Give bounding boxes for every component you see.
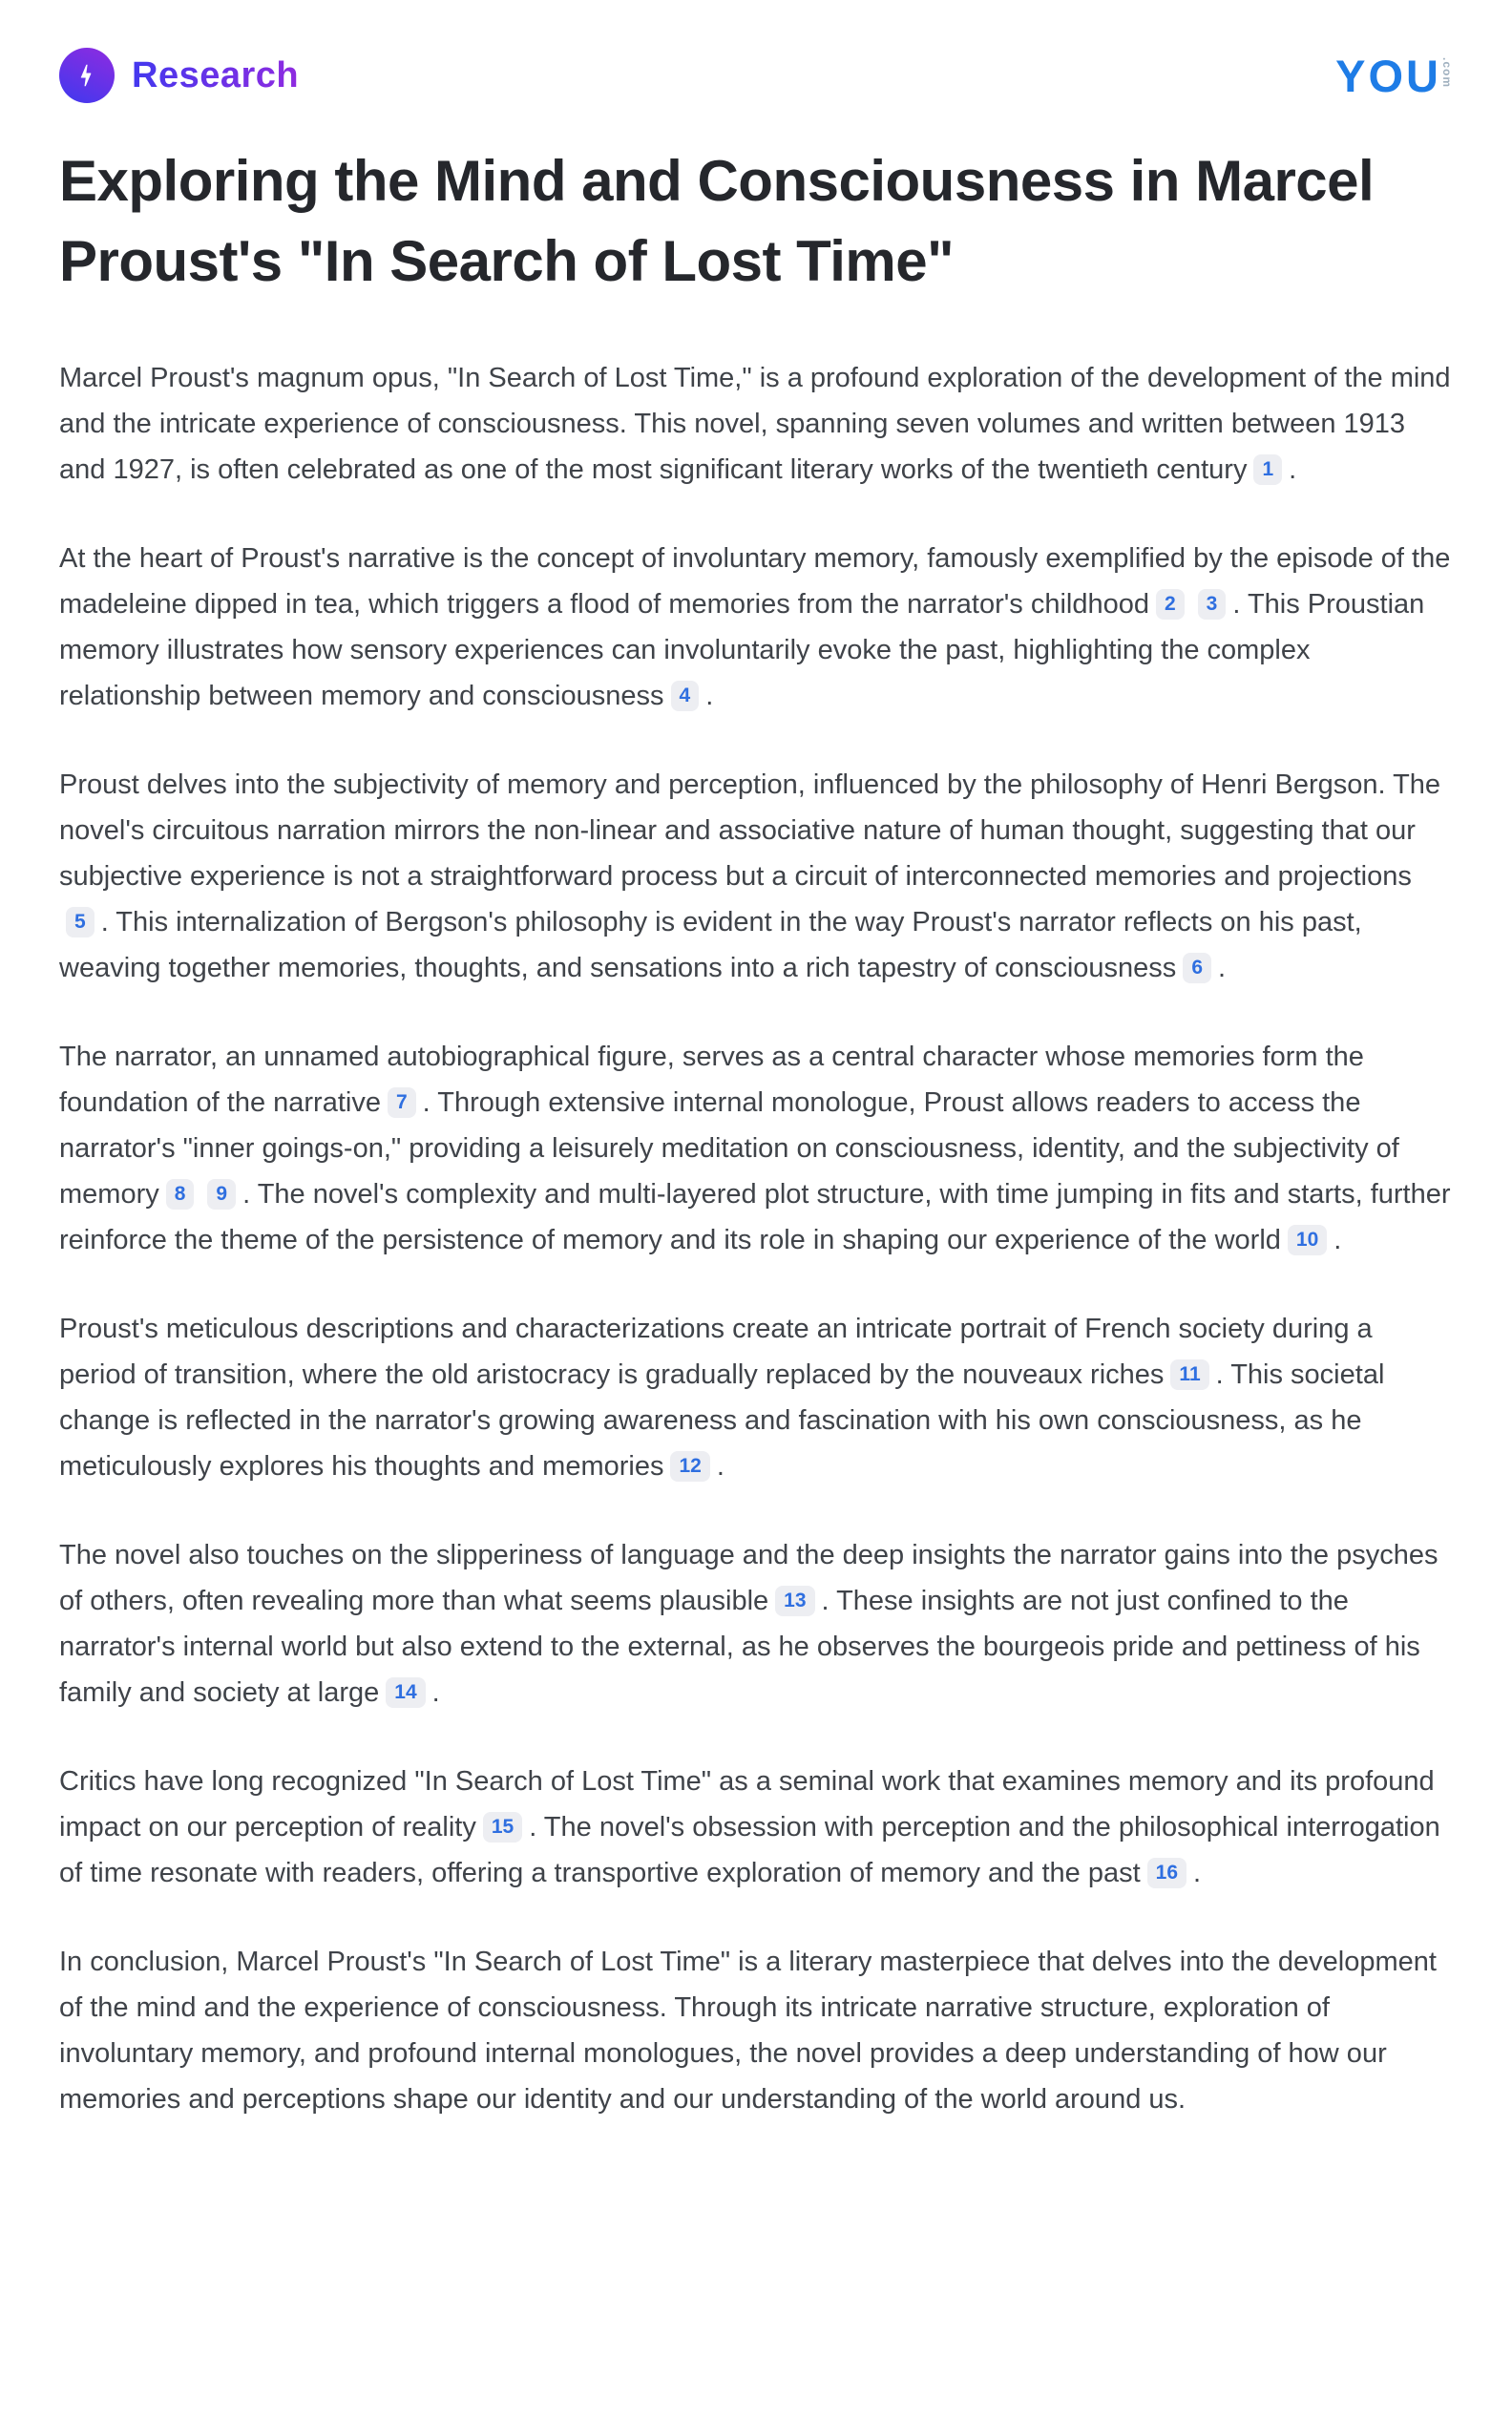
paragraph-text: Marcel Proust's magnum opus, "In Search of Lost Time," is a profound exploration of the development of the mind and the intricate experience of consciousness. This novel, spanning seven volumes and written between 1913 and 1927, is often celebrated as one of the most significant literary works of the twentieth century — [59, 363, 1451, 485]
paragraph-text: . — [1218, 953, 1227, 983]
paragraph-text: . Through extensive internal monologue, Proust allows readers to access the narrator's "inner goings-on," providing a leisurely meditation on consciousness, identity, and the subjectivity of memory — [59, 1087, 1399, 1210]
paragraph-text: . — [1193, 1858, 1202, 1888]
citation-chip[interactable]: 8 — [166, 1179, 195, 1210]
paragraph-text: . This internalization of Bergson's philosophy is evident in the way Proust's narrator reflects on his past, weaving together memories, thoughts, and sensations into a rich tapestry of consciousness — [59, 907, 1362, 983]
citation-chip[interactable]: 16 — [1147, 1858, 1186, 1888]
citation-chip[interactable]: 13 — [775, 1586, 814, 1616]
citation-chip[interactable]: 5 — [66, 907, 94, 937]
citation-chip[interactable]: 3 — [1198, 589, 1227, 620]
paragraph-text: Proust delves into the subjectivity of memory and perception, influenced by the philosophy of Henri Bergson. The novel's circuitous narration mirrors the non-linear and associative nature of human thought, suggesting that our subjective experience is not a straightforward process but a circuit of interconnected memories and projections — [59, 769, 1441, 892]
paragraph-text: The narrator, an unnamed autobiographical figure, serves as a central character whose memories form the foundation of the narrative — [59, 1042, 1364, 1118]
citation-chip[interactable]: 10 — [1288, 1225, 1327, 1255]
lightning-bolt-icon — [59, 48, 115, 103]
research-label: Research — [132, 54, 300, 95]
paragraph-text: . These insights are not just confined to the narrator's internal world but also extend to the external, as he observes the bourgeois pride and pettiness of his family and society at large — [59, 1586, 1420, 1708]
paragraph-text: . — [1334, 1225, 1342, 1255]
citation-chip[interactable]: 7 — [388, 1087, 416, 1118]
citation-chip[interactable]: 1 — [1253, 454, 1282, 485]
paragraph-text: . — [716, 1451, 724, 1482]
paragraph-text: Proust's meticulous descriptions and characterizations create an intricate portrait of French society during a period of transition, where the old aristocracy is gradually replaced by the nouveaux riches — [59, 1314, 1373, 1390]
paragraph — [59, 1939, 1453, 2122]
paragraph-text: . This Proustian memory illustrates how sensory experiences can involuntarily evoke the past, highlighting the complex relationship between memory and consciousness — [59, 589, 1425, 711]
paragraph-text: In conclusion, Marcel Proust's "In Search of Lost Time" is a literary masterpiece that delves into the development of the mind and the experience of consciousness. Through its intricate narrative structure, exploration of involuntary memory, and profound internal monologues, the novel provides a deep understanding of how our memories and perceptions shape our identity and our understanding of the world around us. — [59, 1947, 1437, 2115]
paragraph — [59, 1306, 1453, 1489]
citation-chip[interactable]: 11 — [1170, 1359, 1208, 1390]
paragraph-text: At the heart of Proust's narrative is the concept of involuntary memory, famously exemplified by the episode of the madeleine dipped in tea, which triggers a flood of memories from the narrator's childhood — [59, 543, 1451, 620]
paragraph-text: . The novel's obsession with perception and the philosophical interrogation of time resonate with readers, offering a transportive exploration of memory and the past — [59, 1812, 1440, 1888]
paragraph-text: . This societal change is reflected in the narrator's growing awareness and fascination with his own consciousness, as he meticulously explores his thoughts and memories — [59, 1359, 1385, 1482]
article-title: Exploring the Mind and Consciousness in Marcel Proust's "In Search of Lost Time" — [59, 149, 1375, 293]
research-badge — [59, 48, 299, 103]
you-logo[interactable] — [1335, 51, 1454, 101]
citation-chip[interactable]: 15 — [483, 1812, 522, 1843]
citation-chip[interactable]: 9 — [207, 1179, 236, 1210]
you-logo-text: YOU — [1335, 51, 1441, 101]
article-body — [59, 355, 1453, 2122]
paragraph — [59, 355, 1453, 493]
paragraph-text: . — [1289, 454, 1297, 485]
citation-chip[interactable]: 6 — [1183, 953, 1211, 983]
paragraph-text: . The novel's complexity and multi-layered plot structure, with time jumping in fits and starts, further reinforce the theme of the persistence of memory and its role in shaping our experience of the world — [59, 1179, 1451, 1255]
you-logo-suffix: .com — [1440, 57, 1454, 89]
citation-chip[interactable]: 2 — [1156, 589, 1185, 620]
paragraph — [59, 1532, 1453, 1716]
paragraph-text: Critics have long recognized "In Search of Lost Time" as a seminal work that examines memory and its profound impact on our perception of reality — [59, 1766, 1435, 1843]
paragraph — [59, 1034, 1453, 1263]
header — [59, 48, 1453, 103]
paragraph-text: . — [705, 681, 714, 711]
paragraph — [59, 762, 1453, 991]
citation-chip[interactable]: 4 — [671, 681, 700, 711]
paragraph-text: The novel also touches on the slipperiness of language and the deep insights the narrator gains into the psyches of others, often revealing more than what seems plausible — [59, 1540, 1438, 1616]
citation-chip[interactable]: 14 — [386, 1677, 425, 1708]
paragraph-text: . — [431, 1677, 440, 1708]
paragraph — [59, 1759, 1453, 1896]
paragraph — [59, 536, 1453, 719]
citation-chip[interactable]: 12 — [670, 1451, 709, 1482]
